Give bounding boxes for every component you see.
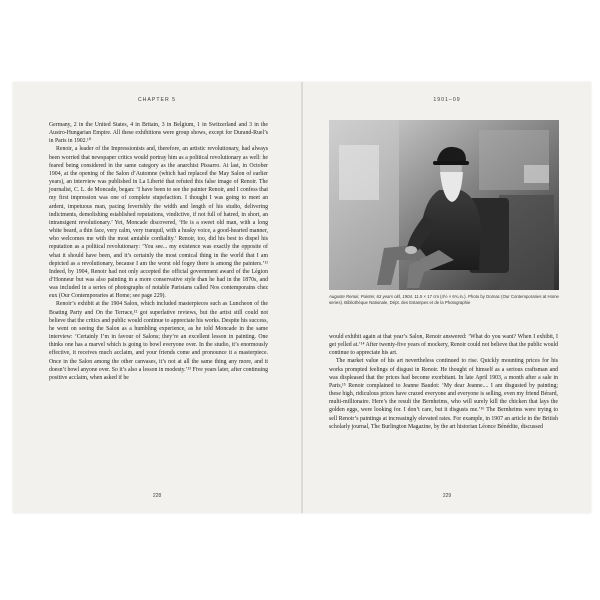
left-page <box>13 82 301 513</box>
photo-caption <box>329 294 559 305</box>
paragraph: The market value of his art nevertheless continued to rise. Quickly mounting prices for his works prompted feelings of disgust in Renoir. He thought of himself as a serious craftsman and was displeased that the prices had become exorbitant. In late April 1903, a month after a sale in Paris,¹⁵ Renoir complained to Jeanne Baudot: ‘My dear Jeanne.... I am disgusted by painting; these high, ridiculous prices have crazed everyone and everyone is selling, even my friend Bérard, multi-millionaire. Here’s the result the Bernheims, who will surely kill the chicken that lays the golden eggs, were looking for. I don’t care, but it disgusts me.’¹⁶ The Bernheims were trying to sell Renoir’s paintings at increasingly elevated rates. For example, in 1907 an article in the British scholarly journal, The Burlington Magazine, by the art historian Léonce Bénédite, discussed <box>329 358 558 430</box>
body-text <box>49 121 268 382</box>
body-text <box>329 333 558 431</box>
book-spread <box>13 82 591 513</box>
page-number: 229 <box>442 493 452 499</box>
page-number: 228 <box>152 493 162 499</box>
paragraph: would exhibit again at that year’s Salon, Renoir answered: ‘What do you want? When I exhibit, I get yelled at.’¹⁴ After twenty-five years of mockery, Renoir could not believe that the public would continue to appreciate his art. <box>329 334 558 357</box>
portrait-photo <box>329 120 559 290</box>
paragraph: Germany, 2 in the United States, 4 in Britain, 3 in Belgium, 1 in Switzerland and 3 in the Austro-Hungarian Empire. All these exhibitions were group shows, except for Durand-Ruel’s in Paris in 1902.¹⁰ <box>49 122 268 145</box>
portrait-illustration <box>329 120 559 290</box>
caption-title: Auguste Renoir, Painter, 63 years old, 1904. <box>329 294 414 299</box>
right-page <box>303 82 591 513</box>
running-head: CHAPTER 5 <box>137 97 177 103</box>
paragraph: Renoir’s exhibit at the 1904 Salon, which included masterpieces such as Luncheon of the Boating Party and On the Terrace,¹² got superlative reviews, but the artist still could not believe that the critics and public would continue to appreciate his works. Despite his success, he went on seeing the Salon as a humbling experience, as he told Moncade in the same interview: ‘Certainly I’m in favour of Salons; they’re an excellent lesson in painting. One thinks one has a marvel which is going to bowl everyone over. In the studio, it’s enormously effective, it receives much acclaim, and your friends come and pronounce it a masterpiece. Once in the Salon among the other canvases, it’s not at all the same thing any more, and it doesn’t bowl anyone over. So it’s also a lesson in modesty.’¹³ Five years later, after continuing positive acclaim, when asked if he <box>49 301 268 381</box>
caption-body: 11.5 × 17 cm (4½ × 6¾ in.). Photo by Dornac (Our Contemporaries at Home series). Bibliothèque Nationale, Dépt. des Estampes et de la Photographie <box>329 294 559 305</box>
running-head: 1901–09 <box>433 97 461 103</box>
paragraph: Renoir, a leader of the Impressionists and, therefore, an artistic revolutionary, had always been worried that newspaper critics would portray him as a political revolutionary as well: he feared being considered in the same category as the anarchist Pissarro. At last, in October 1904, at the opening of the Salon d’Automne (which had replaced the May Salon of earlier years), an interview was published in La Liberté that refuted this false image of Renoir. The journalist, C. L. de Moncade, began: ‘I have been to see the painter Renoir, and I confess that my first impression was one of complete stupefaction. I thought I was going to meet an ardent, impetuous man, pacing feverishly the width and length of his studio, delivering indictments, demolishing established reputations, vindictive, if not full of hatred, in short, an intransigent revolutionary.’ Yet, Moncade discovered, ‘He is a sweet old man, with a long white beard, a thin face, very calm, very tranquil, with a husky voice, a good-hearted manner, who welcomes me with the most amiable cordiality.’ Renoir, too, did his best to dispel his reputation as a political revolutionary: ‘You see... my existence was exactly the opposite of what it should have been, and it’s certainly the most comical thing in the world that I am depicted as a revolutionary, because I am the worst old fogey there is among the painters.’¹¹ Indeed, by 1904, Renoir had not only accepted the official government award of the Légion d’Honneur but was also painting in a more conservative style than he had in the 1870s, and was included in a series of photographs of notable Parisians called Nos contemporains chez eux (Our Contemporaries at Home; see page 229). <box>49 146 268 300</box>
